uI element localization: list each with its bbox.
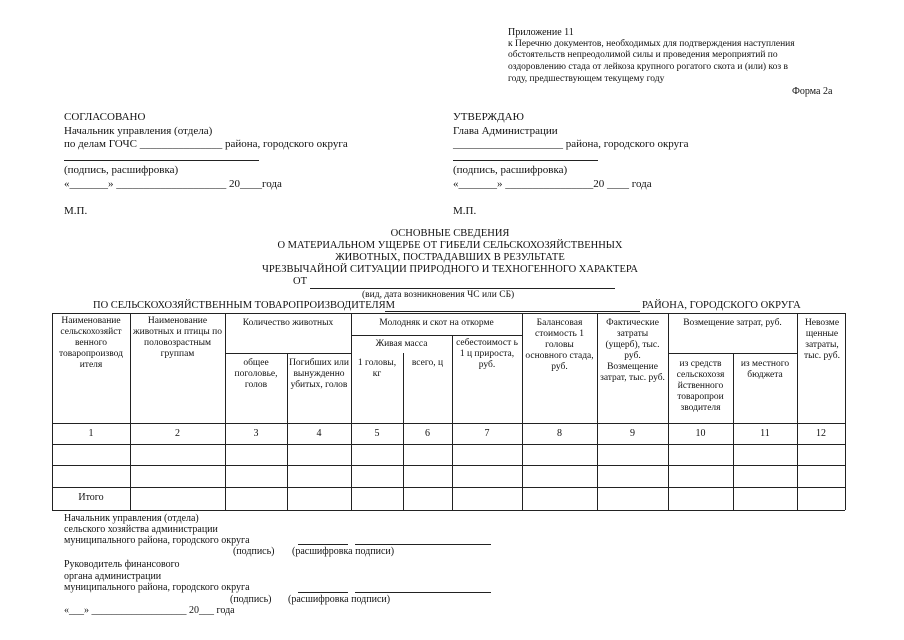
date-line: «_______» ____________________ 20____года — [64, 178, 282, 190]
date-line: «_______» ________________20 ____ года — [453, 178, 652, 190]
left-position-line: по делам ГОЧС _______________ района, городского округа — [64, 138, 348, 150]
col-cost-header: себестоимост ь 1 ц прироста, руб. — [456, 338, 518, 370]
stamp-placeholder: М.П. — [453, 205, 477, 217]
agreed-heading: СОГЛАСОВАНО — [64, 111, 146, 123]
footer-position-line: муниципального района, городского округа — [64, 535, 250, 546]
district-label: РАЙОНА, ГОРОДСКОГО ОКРУГА — [642, 300, 801, 311]
col-uncompensated-header: Невозме щенные затраты, тыс. руб. — [804, 318, 840, 361]
from-label: ОТ — [293, 276, 307, 287]
col-book-value-header: Балансовая стоимость 1 головы основного стада, руб. — [525, 318, 594, 372]
col-animals-header: Наименование животных и птицы по половозрастным группам — [133, 316, 222, 359]
column-number: 1 — [88, 428, 94, 439]
column-number: 10 — [695, 428, 706, 439]
signature-line — [453, 160, 598, 161]
col-young-stock-header: Молодняк и скот на откорме — [379, 318, 494, 328]
col-total-livestock-header: общее поголовье, голов — [234, 358, 278, 390]
signature-line — [298, 544, 348, 545]
signature-decode-caption: (расшифровка подписи) — [292, 546, 395, 557]
signature-line — [64, 160, 259, 161]
title-line: ЧРЕЗВЫЧАЙНОЙ СИТУАЦИИ ПРИРОДНОГО И ТЕХНОГЕННОГО ХАРАКТЕРА — [262, 264, 638, 275]
appendix-text-line: году, предшествующем текущему году — [508, 74, 665, 84]
col-producer-funds-header: из средств сельскохозя йственного товаропрои зводителя — [676, 359, 725, 413]
producers-label: ПО СЕЛЬСКОХОЗЯЙСТВЕННЫМ ТОВАРОПРОИЗВОДИТЕЛЯМ — [93, 300, 395, 311]
title-line: ЖИВОТНЫХ, ПОСТРАДАВШИХ В РЕЗУЛЬТАТЕ — [335, 252, 565, 263]
form-label: Форма 2а — [792, 86, 833, 97]
col-dead-header: Погибших или вынужденно убитых, голов — [289, 358, 349, 390]
footer-date-line: «___» ___________________ 20___ года — [64, 605, 235, 616]
right-position-line: ____________________ района, городского округа — [453, 138, 689, 150]
approve-heading: УТВЕРЖДАЮ — [453, 111, 524, 123]
column-number: 4 — [316, 428, 322, 439]
total-row-label: Итого — [78, 492, 104, 503]
column-number: 9 — [630, 428, 635, 439]
col-actual-costs-header: Фактические затраты (ущерб), тыс. руб. Возмещение затрат, тыс. руб. — [600, 318, 665, 383]
signature-caption: (подпись, расшифровка) — [64, 164, 179, 176]
signature-decode-caption: (расшифровка подписи) — [288, 594, 391, 605]
right-position-line: Глава Администрации — [453, 125, 558, 137]
footer-position-line: муниципального района, городского округа — [64, 582, 250, 593]
appendix-text-line: обстоятельств непреодолимой силы и проведения мероприятий по — [508, 50, 778, 60]
signature-caption: (подпись) — [233, 546, 275, 557]
title-line: ОСНОВНЫЕ СВЕДЕНИЯ — [390, 228, 510, 239]
stamp-placeholder: М.П. — [64, 205, 88, 217]
column-number: 12 — [816, 428, 826, 439]
column-number: 5 — [374, 428, 380, 439]
left-position-line: Начальник управления (отдела) — [64, 125, 213, 137]
district-field-line — [385, 311, 640, 312]
col-weight-per-head-header: 1 головы, кг — [357, 358, 397, 379]
column-number: 11 — [760, 428, 770, 439]
column-number: 3 — [253, 428, 259, 439]
col-weight-total-header: всего, ц — [411, 358, 444, 368]
column-number: 7 — [484, 428, 490, 439]
signature-decode-line — [355, 592, 491, 593]
col-producer-header: Наименование сельскохозяйст венного товаропроизвод ителя — [58, 316, 123, 370]
footer-position-line: Начальник управления (отдела) — [64, 513, 199, 524]
column-number: 2 — [175, 428, 180, 439]
signature-line — [298, 592, 348, 593]
col-live-weight-header: Живая масса — [375, 339, 428, 349]
signature-caption: (подпись) — [230, 594, 272, 605]
appendix-number: Приложение 11 — [508, 27, 574, 38]
signature-decode-line — [355, 544, 491, 545]
column-number: 6 — [425, 428, 430, 439]
footer-position-line: Руководитель финансового — [64, 559, 180, 570]
appendix-text-line: к Перечню документов, необходимых для подтверждения наступления — [508, 39, 795, 49]
footer-position-line: сельского хозяйства администрации — [64, 524, 218, 535]
col-reimbursement-header: Возмещение затрат, руб. — [683, 318, 782, 328]
signature-caption: (подпись, расшифровка) — [453, 164, 568, 176]
col-local-budget-header: из местного бюджета — [740, 359, 790, 380]
event-field-line — [310, 288, 615, 289]
title-line: О МАТЕРИАЛЬНОМ УЩЕРБЕ ОТ ГИБЕЛИ СЕЛЬСКОХОЗЯЙСТВЕННЫХ — [277, 240, 623, 251]
footer-position-line: органа администрации — [64, 571, 162, 582]
event-caption: (вид, дата возникновения ЧС или СБ) — [362, 290, 515, 300]
appendix-text-line: оздоровлению стада от лейкоза крупного рогатого скота и (или) коз в — [508, 62, 788, 72]
column-number: 8 — [557, 428, 562, 439]
col-quantity-header: Количество животных — [242, 318, 334, 328]
